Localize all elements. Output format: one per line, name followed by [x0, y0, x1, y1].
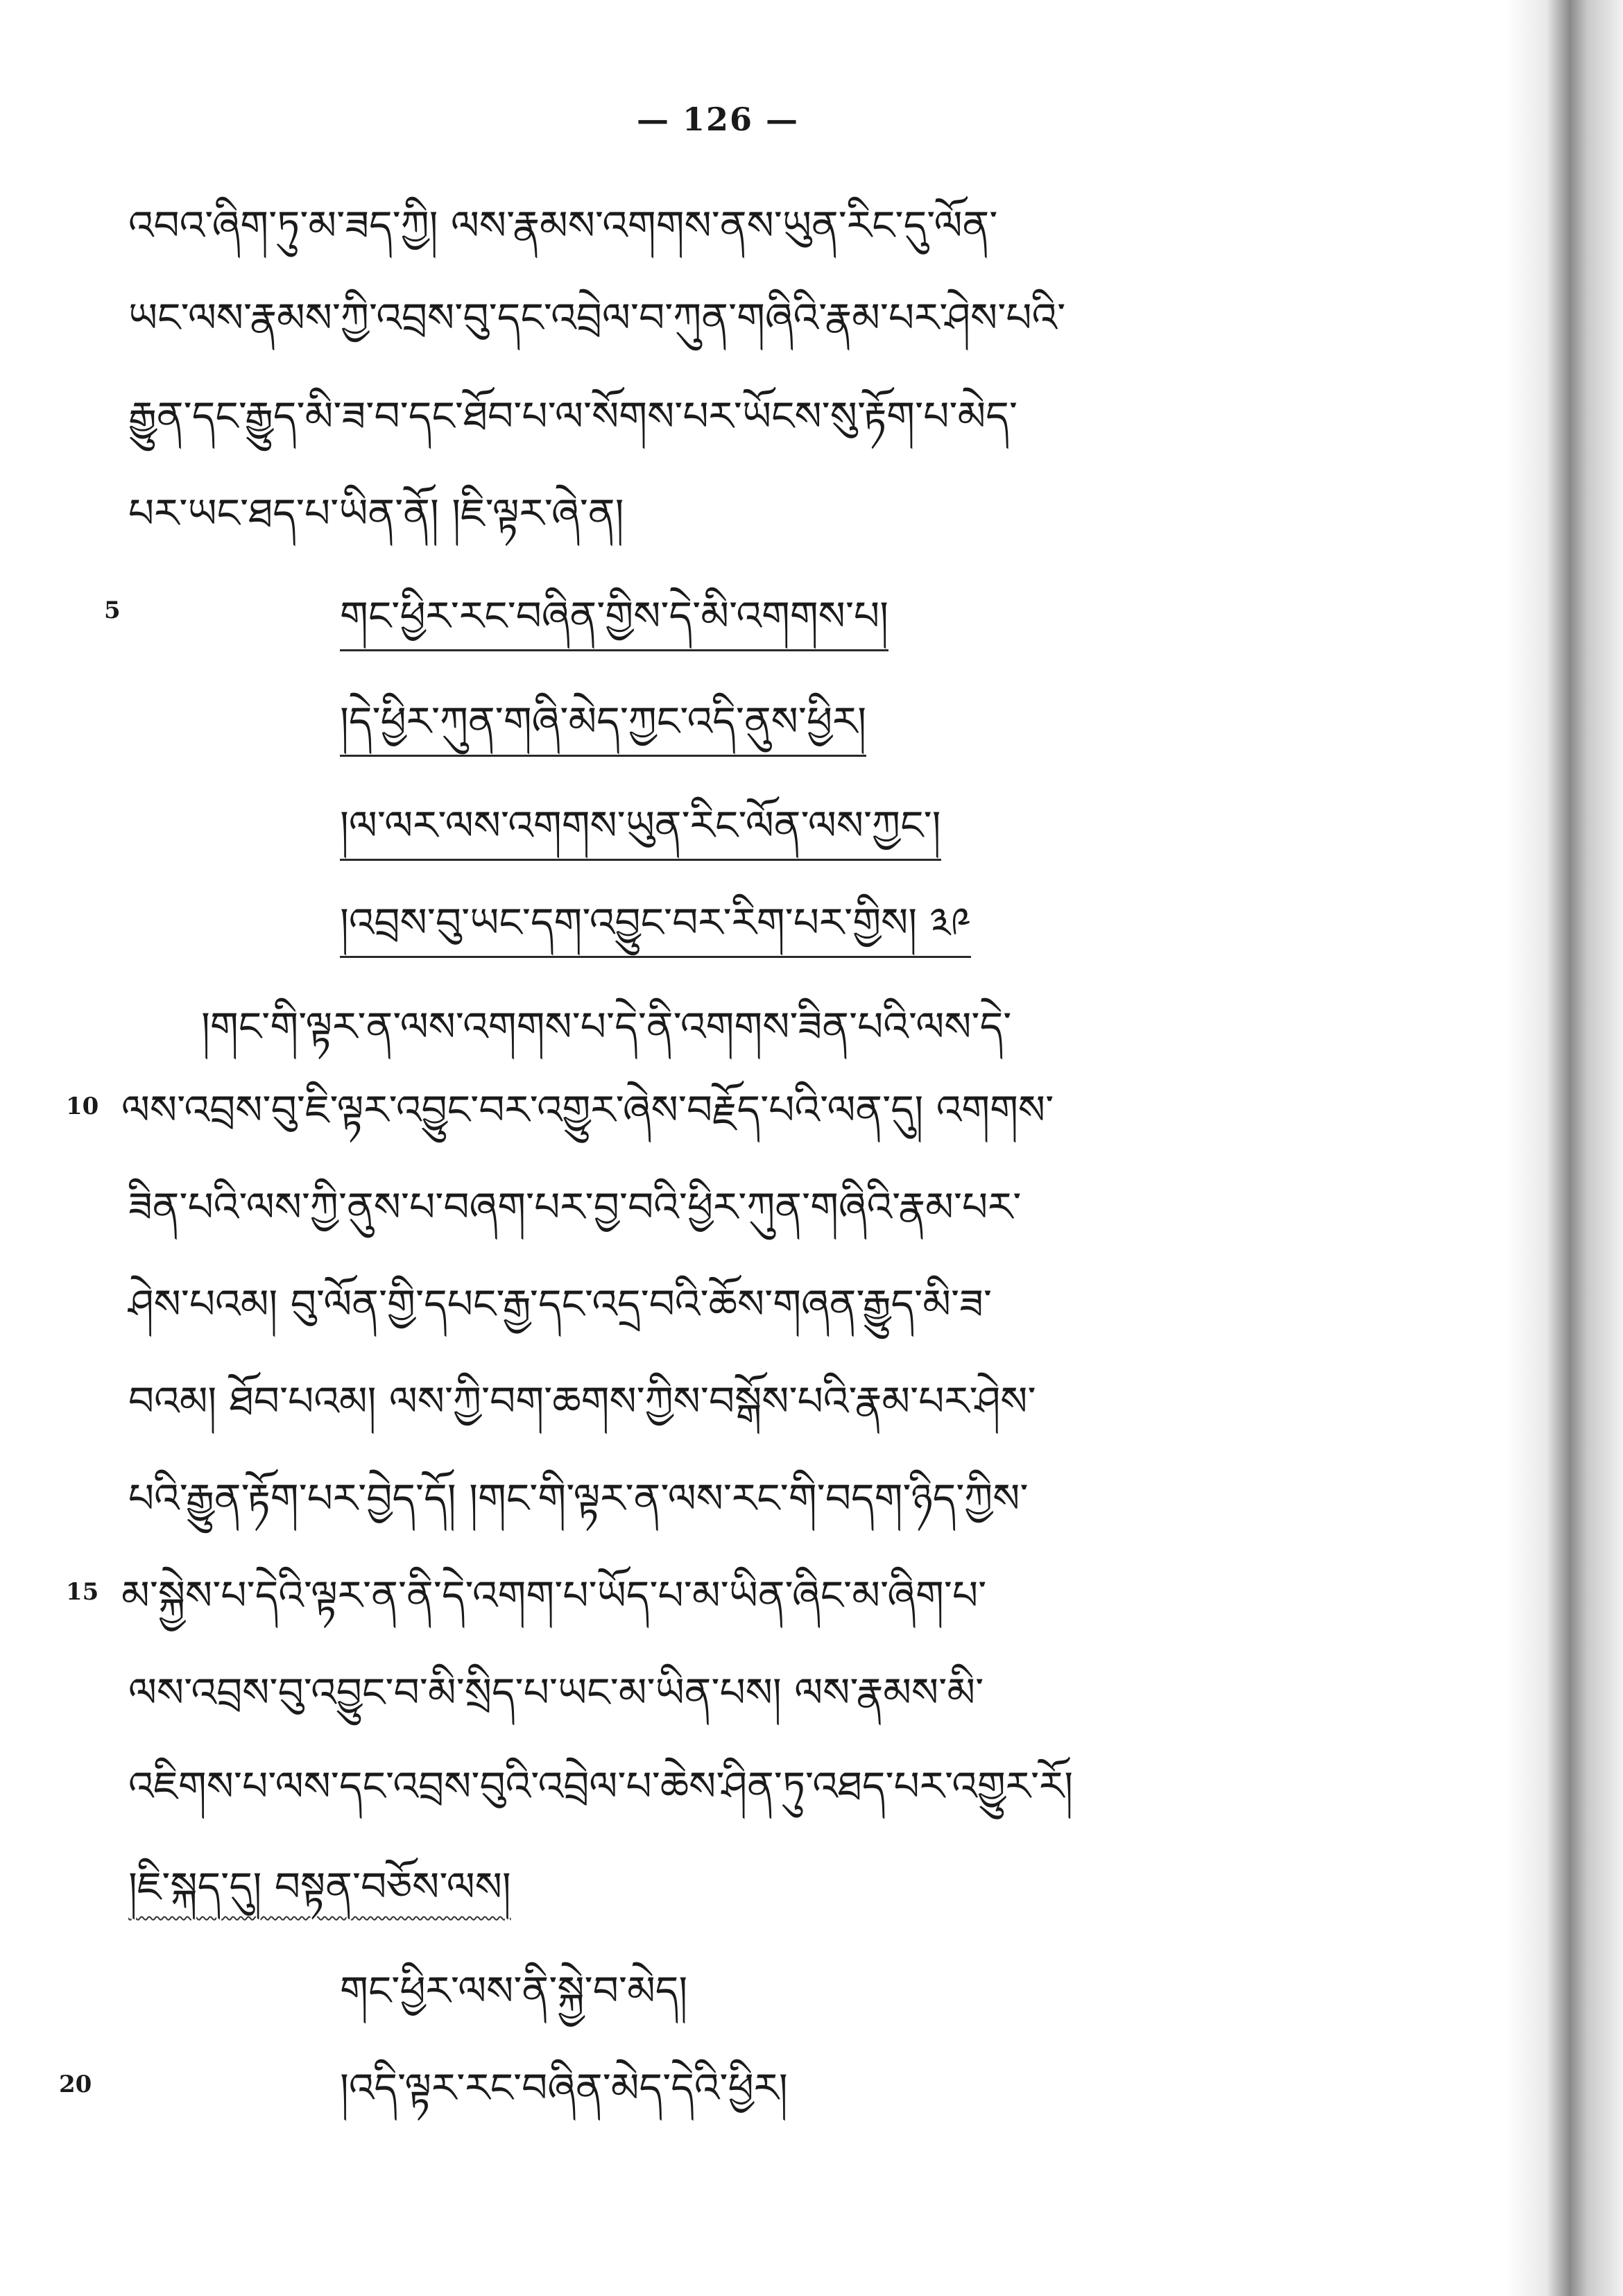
citation-intro: །ཇི་སྐད་དུ། བསྟན་བཅོས་ལས།: [128, 1863, 511, 1910]
text-line-17: འཇིགས་པ་ལས་དང་འབྲས་བུའི་འབྲེལ་པ་ཆེས་ཤིན་ཏུ་འཐད་པར་འགྱུར་རོ།: [128, 1763, 1074, 1810]
text-line-11: ཟིན་པའི་ལས་ཀྱི་ནུས་པ་བཞག་པར་བྱ་བའི་ཕྱིར་ཀུན་གཞིའི་རྣམ་པར་: [128, 1183, 1022, 1231]
line-number-15: 15: [66, 1578, 99, 1606]
text-line-14: པའི་རྒྱུན་རྟོག་པར་བྱེད་དོ། །གང་གི་ལྟར་ན་ལས་རང་གི་བདག་ཉིད་ཀྱིས་: [128, 1475, 1029, 1522]
text-line-4: པར་ཡང་ཐད་པ་ཡིན་ནོ། །ཇི་ལྟར་ཞེ་ན།: [128, 490, 624, 537]
text-line-9: །གང་གི་ལྟར་ན་ལས་འགགས་པ་དེ་ནི་འགགས་ཟིན་པའི་ལས་དེ་: [201, 1003, 1012, 1050]
text-line-3: རྒྱུན་དང་རྒྱུད་མི་ཟ་བ་དང་ཐོབ་པ་ལ་སོགས་པར་ཡོངས་སུ་རྟོག་པ་མེད་: [128, 393, 1018, 440]
text-line-12: ཤེས་པའམ། བུ་ལོན་གྱི་དཔང་རྒྱ་དང་འདྲ་བའི་ཆོས་གཞན་རྒྱུད་མི་ཟ་: [128, 1280, 993, 1328]
line-number-10: 10: [66, 1093, 99, 1120]
verse-line-5: གང་ཕྱིར་ལས་ནི་སྐྱེ་བ་མེད།: [340, 1967, 688, 2014]
text-line-18: [128, 1859, 511, 1914]
text-line-16: ལས་འབྲས་བུ་འབྱུང་བ་མི་སྲིད་པ་ཡང་མ་ཡིན་པས། ལས་རྣམས་མི་: [128, 1669, 984, 1716]
text-line-10: ལས་འབྲས་བུ་ཇི་ལྟར་འབྱུང་བར་འགྱུར་ཞེས་བརྗོད་པའི་ལན་དུ། འགགས་: [121, 1086, 1054, 1133]
text-line-1: འབའ་ཞིག་ཏུ་མ་ཟད་ཀྱི། ལས་རྣམས་འགགས་ནས་ཡུན་རིང་དུ་ལོན་: [128, 202, 998, 249]
text-line-15: མ་སྐྱེས་པ་དེའི་ལྟར་ན་ནི་དེ་འགག་པ་ཡོད་པ་མ་ཡིན་ཞིང་མ་ཞིག་པ་: [121, 1572, 987, 1619]
verse-line-4: །འབྲས་བུ་ཡང་དག་འབྱུང་བར་རིག་པར་གྱིས། ༣༩: [340, 895, 971, 958]
text-line-2: ཡང་ལས་རྣམས་ཀྱི་འབྲས་བུ་དང་འབྲེལ་བ་ཀུན་གཞིའི་རྣམ་པར་ཤེས་པའི་: [128, 294, 1066, 341]
verse-line-6: །འདི་ལྟར་རང་བཞིན་མེད་དེའི་ཕྱིར།: [340, 2064, 788, 2111]
line-number-5: 5: [104, 597, 121, 624]
text-line-13: བའམ། ཐོབ་པའམ། ལས་ཀྱི་བག་ཆགས་ཀྱིས་བསྒོས་པའི་རྣམ་པར་ཤེས་: [128, 1378, 1036, 1425]
verse-line-1: གང་ཕྱིར་རང་བཞིན་གྱིས་དེ་མི་འགགས་པ།: [340, 588, 888, 651]
page-number: — 126 —: [636, 101, 800, 138]
page-edge-shadow: [1505, 0, 1623, 2296]
verse-line-3: །ལ་ལར་ལས་འགགས་ཡུན་རིང་ལོན་ལས་ཀྱང་།: [340, 798, 941, 861]
verse-line-2: །དེ་ཕྱིར་ཀུན་གཞི་མེད་ཀྱང་འདི་ནུས་ཕྱིར།: [340, 694, 866, 757]
line-number-20: 20: [59, 2071, 92, 2098]
